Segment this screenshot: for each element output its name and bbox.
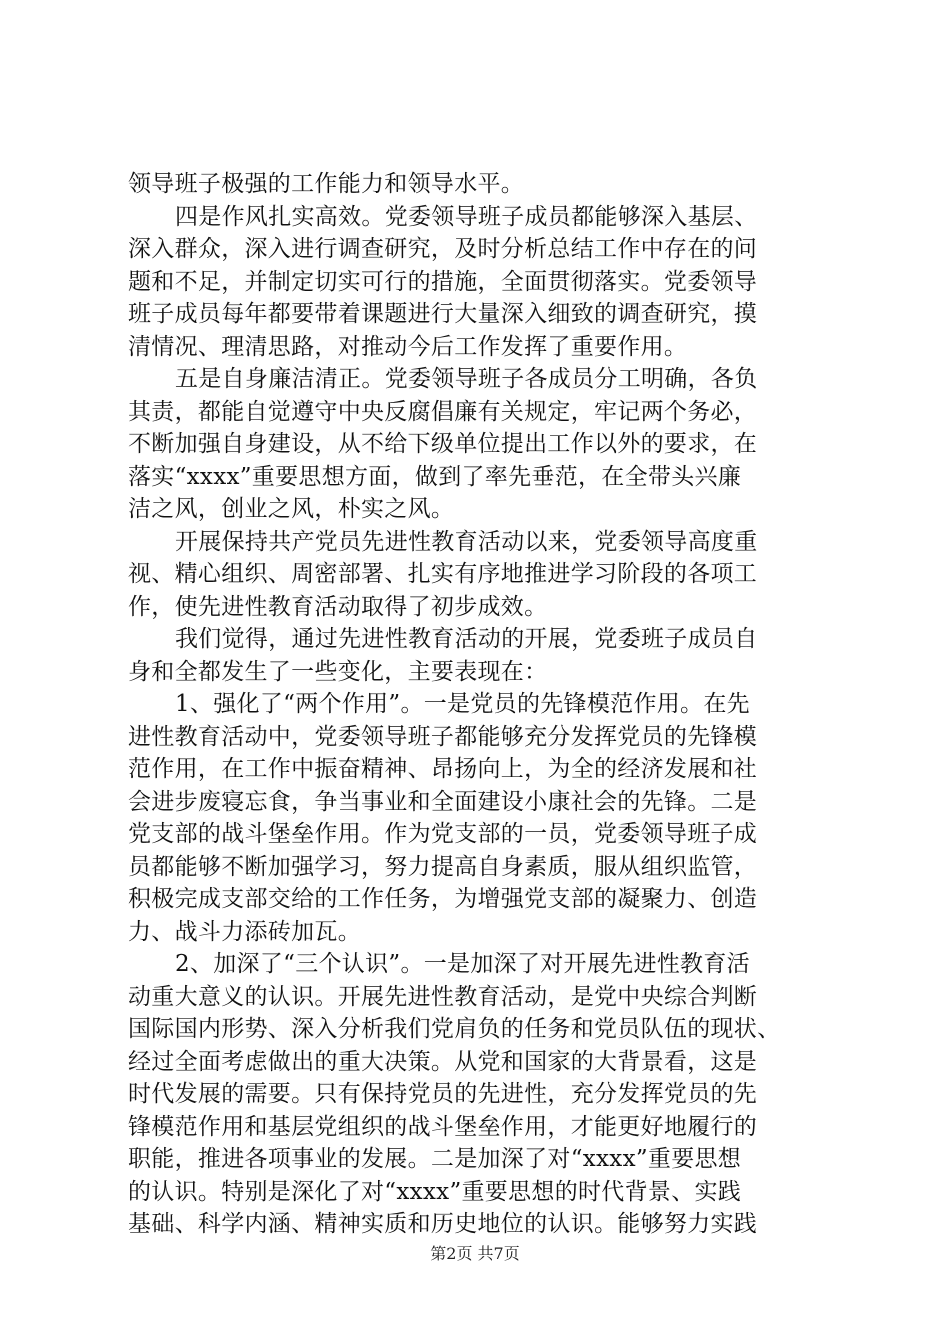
paragraph-line: 洁之风，创业之风，朴实之风。 — [128, 496, 455, 522]
paragraph-line: 开展保持共产党员先进性教育活动以来，党委领导高度重 — [175, 528, 758, 555]
paragraph-line: 动重大意义的认识。开展先进性教育活动，是党中央综合判断 — [128, 983, 758, 1010]
paragraph-line: 的认识。特别是深化了对“xxxx”重要思想的时代背景、实践 — [128, 1178, 742, 1205]
paragraph-line: 深入群众，深入进行调查研究，及时分析总结工作中存在的问 — [128, 236, 758, 262]
paragraph-line: 党支部的战斗堡垒作用。作为党支部的一员，党委领导班子成 — [128, 821, 758, 847]
paragraph-line: 题和不足，并制定切实可行的措施，全面贯彻落实。党委领导 — [128, 268, 758, 295]
paragraph-line: 身和全都发生了一些变化，主要表现在： — [128, 658, 548, 685]
paragraph-line: 积极完成支部交给的工作任务，为增强党支部的凝聚力、创造 — [128, 886, 758, 912]
paragraph-line: 四是作风扎实高效。党委领导班子成员都能够深入基层、 — [175, 203, 758, 230]
paragraph-line: 作，使先进性教育活动取得了初步成效。 — [128, 593, 548, 620]
paragraph-line: 清情况、理清思路，对推动今后工作发挥了重要作用。 — [128, 333, 688, 360]
paragraph-line: 1、强化了“两个作用”。一是党员的先锋模范作用。在先 — [175, 691, 750, 717]
paragraph-line: 2、加深了“三个认识”。一是加深了对开展先进性教育活 — [175, 951, 750, 977]
paragraph-line: 不断加强自身建设，从不给下级单位提出工作以外的要求，在 — [128, 431, 758, 457]
paragraph-line: 我们觉得，通过先进性教育活动的开展，党委班子成员自 — [175, 626, 758, 652]
paragraph-line: 领导班子极强的工作能力和领导水平。 — [128, 171, 525, 197]
paragraph-line: 员都能够不断加强学习，努力提高自身素质，服从组织监管， — [128, 853, 758, 880]
document-body — [128, 168, 840, 1241]
paragraph-line: 职能，推进各项事业的发展。二是加深了对“xxxx”重要思想 — [128, 1146, 742, 1172]
paragraph-line: 五是自身廉洁清正。党委领导班子各成员分工明确，各负 — [175, 366, 758, 392]
paragraph-line: 视、精心组织、周密部署、扎实有序地推进学习阶段的各项工 — [128, 561, 758, 587]
paragraph-line: 力、战斗力添砖加瓦。 — [128, 918, 361, 945]
paragraph-line: 会进步废寝忘食，争当事业和全面建设小康社会的先锋。二是 — [128, 788, 758, 815]
paragraph-line: 范作用，在工作中振奋精神、昂扬向上，为全的经济发展和社 — [128, 756, 758, 782]
paragraph-line: 落实“xxxx”重要思想方面，做到了率先垂范，在全带头兴廉 — [128, 463, 742, 490]
page-footer: 第2页 共7页 — [430, 1244, 520, 1263]
paragraph-line: 国际国内形势、深入分析我们党肩负的任务和党员队伍的现状、 — [128, 1016, 781, 1042]
paragraph-line: 班子成员每年都要带着课题进行大量深入细致的调查研究，摸 — [128, 301, 758, 327]
paragraph-line: 时代发展的需要。只有保持党员的先进性，充分发挥党员的先 — [128, 1081, 758, 1107]
paragraph-line: 基础、科学内涵、精神实质和历史地位的认识。能够努力实践 — [128, 1211, 758, 1237]
paragraph-line: 进性教育活动中，党委领导班子都能够充分发挥党员的先锋模 — [128, 723, 758, 750]
paragraph-line: 锋模范作用和基层党组织的战斗堡垒作用，才能更好地履行的 — [128, 1113, 758, 1140]
paragraph-line: 其责，都能自觉遵守中央反腐倡廉有关规定，牢记两个务必， — [128, 398, 758, 425]
paragraph-line: 经过全面考虑做出的重大决策。从党和国家的大背景看，这是 — [128, 1048, 758, 1075]
